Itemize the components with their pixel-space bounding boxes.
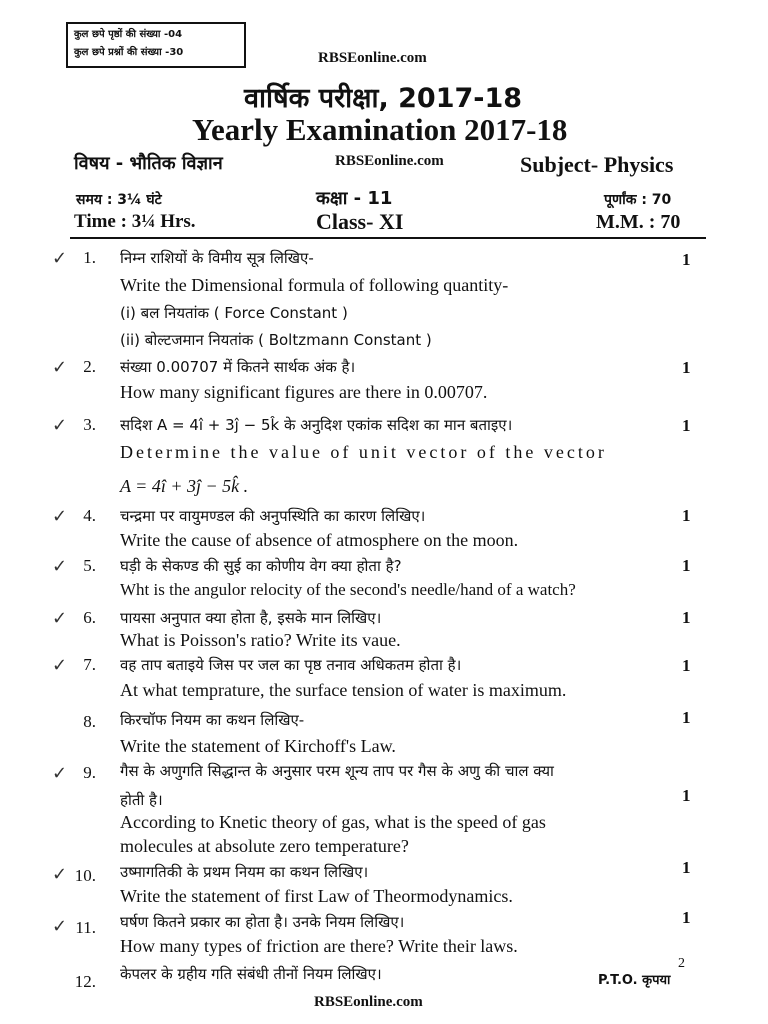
check-mark-icon: ✓	[52, 556, 68, 577]
question-text-hindi: चन्द्रमा पर वायुमण्डल की अनुपस्थिति का कारण लिखिए।	[120, 507, 426, 525]
title-hindi: वार्षिक परीक्षा, 2017-18	[244, 83, 523, 114]
question-text-hindi: निम्न राशियों के विमीय सूत्र लिखिए-	[120, 249, 314, 267]
question-number: 12.	[74, 972, 96, 991]
page-number: 2	[678, 956, 685, 971]
question-text-hindi: गैस के अणुगति सिद्धान्त के अनुसार परम शून्य ताप पर गैस के अणु की चाल क्या	[120, 762, 554, 780]
question-marks: 1	[682, 416, 691, 435]
question-text-hindi: केपलर के ग्रहीय गति संबंधी तीनों नियम लिखिए।	[120, 965, 382, 983]
question-text-english: At what temprature, the surface tension of water is maximum.	[120, 680, 567, 700]
check-mark-icon: ✓	[52, 415, 68, 436]
questions-count-text: कुल छपे प्रश्नों की संख्या -30	[74, 47, 184, 58]
subject-hindi: विषय - भौतिक विज्ञान	[74, 153, 223, 174]
check-mark-icon: ✓	[52, 763, 68, 784]
question-text-english: Write the statement of first Law of Theormodynamics.	[120, 886, 513, 906]
question-text-english: What is Poisson's ratio? Write its vaue.	[120, 630, 401, 650]
question-text-english: Determine the value of unit vector of the vector	[120, 442, 607, 462]
question-text-english: According to Knetic theory of gas, what is the speed of gas	[120, 812, 546, 832]
question-marks: 1	[682, 608, 691, 627]
question-number: 6.	[83, 608, 96, 627]
question-text-english: Write the statement of Kirchoff's Law.	[120, 736, 396, 756]
time-english: Time : 3¼ Hrs.	[74, 211, 196, 232]
question-marks: 1	[682, 506, 691, 525]
check-mark-icon: ✓	[52, 506, 68, 527]
question-number: 8.	[83, 712, 96, 731]
question-marks: 1	[682, 250, 691, 269]
title-english: Yearly Examination 2017-18	[192, 112, 568, 147]
question-marks: 1	[682, 556, 691, 575]
question-number: 11.	[75, 918, 96, 937]
check-mark-icon: ✓	[52, 916, 68, 937]
question-text-hindi: वह ताप बताइये जिस पर जल का पृष्ठ तनाव अधिकतम होता है।	[120, 656, 462, 674]
question-marks: 1	[682, 908, 691, 927]
question-text-english: How many types of friction are there? Write their laws.	[120, 936, 518, 956]
question-text-hindi: उष्मागतिकी के प्रथम नियम का कथन लिखिए।	[120, 863, 369, 881]
question-text-hindi-cont: होती है।	[120, 791, 163, 809]
pto-text: P.T.O. कृपया	[598, 973, 671, 988]
question-number: 1.	[83, 248, 96, 267]
question-number: 9.	[83, 763, 96, 782]
question-number: 10.	[74, 866, 96, 885]
site-watermark-bottom: RBSEonline.com	[314, 994, 423, 1010]
question-text-hindi: घर्षण कितने प्रकार का होता है। उनके नियम लिखिए।	[120, 913, 405, 931]
question-number: 7.	[83, 655, 96, 674]
question-number: 5.	[83, 556, 96, 575]
question-text-hindi: किरचॉफ नियम का कथन लिखिए-	[120, 711, 305, 729]
question-marks: 1	[682, 358, 691, 377]
question-text-english: Write the Dimensional formula of following quantity-	[120, 275, 509, 295]
question-text-hindi: सदिश A = 4î + 3ĵ − 5k̂ के अनुदिश एकांक सदिश का मान बताइए।	[120, 416, 513, 434]
question-marks: 1	[682, 656, 691, 675]
question-text-hindi: पायसा अनुपात क्या होता है, इसके मान लिखिए।	[120, 609, 382, 627]
pages-count-text: कुल छपे पृष्ठों की संख्या -04	[74, 29, 183, 40]
class-hindi: कक्षा - 11	[316, 188, 393, 209]
question-text-english-cont: molecules at absolute zero temperature?	[120, 836, 409, 856]
header-rule	[70, 237, 706, 239]
check-mark-icon: ✓	[52, 864, 68, 885]
question-text-english: Write the cause of absence of atmosphere on the moon.	[120, 530, 519, 550]
vector-expression: A = 4î + 3ĵ − 5k̂ .	[120, 476, 249, 496]
check-mark-icon: ✓	[52, 248, 68, 269]
class-english: Class- XI	[316, 209, 404, 234]
question-number: 2.	[83, 357, 96, 376]
page-count-box	[66, 22, 246, 68]
question-text-english: How many significant figures are there in 0.00707.	[120, 382, 488, 402]
question-text-hindi: संख्या 0.00707 में कितने सार्थक अंक है।	[120, 358, 356, 376]
check-mark-icon: ✓	[52, 608, 68, 629]
site-watermark-mid: RBSEonline.com	[335, 153, 444, 169]
marks-hindi: पूर्णांक : 70	[604, 192, 672, 208]
question-text-hindi: घड़ी के सेकण्ड की सुई का कोणीय वेग क्या होता है?	[120, 557, 402, 575]
check-mark-icon: ✓	[52, 655, 68, 676]
site-watermark-top: RBSEonline.com	[318, 50, 427, 66]
question-number: 3.	[83, 415, 96, 434]
question-subpart: (ii) बोल्टजमान नियतांक ( Boltzmann Constant )	[120, 331, 432, 349]
question-text-english: Wht is the angulor relocity of the second's needle/hand of a watch?	[120, 580, 576, 599]
marks-english: M.M. : 70	[596, 211, 681, 233]
time-hindi: समय : 3¼ घंटे	[76, 192, 162, 208]
question-marks: 1	[682, 858, 691, 877]
question-marks: 1	[682, 708, 691, 727]
question-subpart: (i) बल नियतांक ( Force Constant )	[120, 304, 348, 322]
question-marks: 1	[682, 786, 691, 805]
subject-english: Subject- Physics	[520, 152, 674, 177]
check-mark-icon: ✓	[52, 357, 68, 378]
question-number: 4.	[83, 506, 96, 525]
